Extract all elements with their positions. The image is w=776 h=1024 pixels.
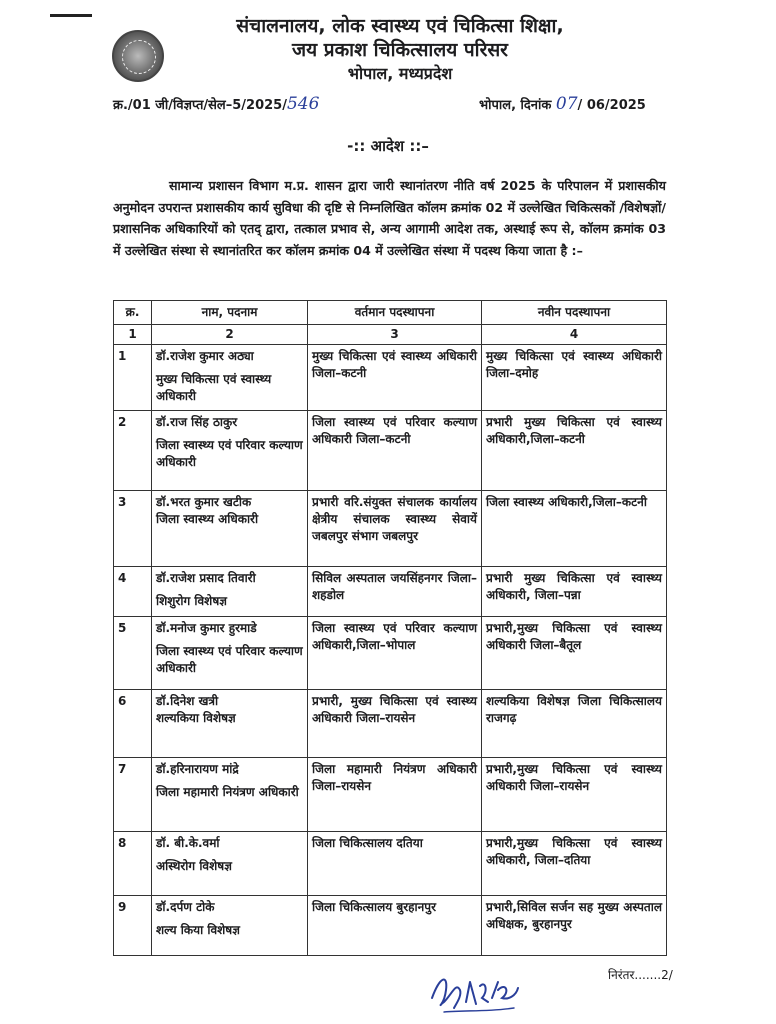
row-name-cell — [152, 411, 308, 491]
header-sr: क्र. — [114, 301, 152, 325]
header-current-posting: वर्तमान पदस्थापना — [308, 301, 482, 325]
current-posting: मुख्य चिकित्सा एवं स्वास्थ्य अधिकारी जिला–कटनी — [312, 349, 477, 380]
row-name-cell — [152, 690, 308, 758]
order-number-prefix: क्र./01 जी/विज्ञप्त/सेल–5/2025/ — [113, 98, 287, 113]
row-name-cell — [152, 491, 308, 567]
row-sr: 3 — [114, 491, 152, 567]
new-posting: जिला स्वास्थ्य अधिकारी,जिला–कटनी — [486, 495, 647, 509]
doctor-name: डॉ.हरिनारायण मांद्रे — [156, 762, 239, 776]
date-day-handwritten: 07 — [555, 94, 578, 114]
order-body-paragraph: सामान्य प्रशासन विभाग म.प्र. शासन द्वारा जारी स्थानांतरण नीति वर्ष 2025 के परिपालन में प्रशासकीय अनुमोदन उपरान्त प्रशासकीय कार्य सुविधा की दृष्टि से निम्नलिखित कॉलम क्रमांक 02 में उल्लेखित चिकित्सकों /विशेषज्ञों/प्रशासनिक अधिकारियों को एतद् द्वारा, तत्काल प्रभाव से, अन्य आगामी आदेश तक, अस्थाई रूप से, कॉलम क्रमांक 03 में उल्लेखित संस्था से स्थानांतरित कर कॉलम क्रमांक 04 में उल्लेखित संस्था में पदस्थ किया जाता है :– — [113, 178, 666, 258]
row-current-posting — [308, 411, 482, 491]
row-current-posting — [308, 491, 482, 567]
designation: जिला महामारी नियंत्रण अधिकारी — [156, 785, 299, 799]
order-date — [479, 94, 646, 114]
new-posting: प्रभारी,मुख्य चिकित्सा एवं स्वास्थ्य अधिकारी जिला–बैतूल — [486, 621, 662, 652]
row-name-cell — [152, 345, 308, 411]
new-posting: प्रभारी मुख्य चिकित्सा एवं स्वास्थ्य अधिकारी, जिला–पन्ना — [486, 571, 662, 602]
new-posting: प्रभारी मुख्य चिकित्सा एवं स्वास्थ्य अधिकारी,जिला–कटनी — [486, 415, 662, 446]
designation: जिला स्वास्थ्य एवं परिवार कल्याण अधिकारी — [156, 644, 303, 675]
current-posting: जिला चिकित्सालय दतिया — [312, 836, 423, 850]
date-prefix: भोपाल, दिनांक — [479, 98, 552, 113]
current-posting: जिला स्वास्थ्य एवं परिवार कल्याण अधिकारी जिला–कटनी — [312, 415, 477, 446]
current-posting: प्रभारी वरि.संयुक्त संचालक कार्यालय क्षेत्रीय संचालक स्वास्थ्य सेवायें जबलपुर संभाग जबलपुर — [312, 495, 477, 543]
continued-marker: निरंतर.......2/ — [608, 968, 673, 982]
row-new-posting — [482, 567, 667, 617]
signature-drawing — [426, 968, 526, 1018]
table-row — [114, 758, 667, 832]
doctor-name: डॉ.मनोज कुमार हुरमाडे — [156, 621, 257, 635]
row-sr: 8 — [114, 832, 152, 896]
table-row — [114, 690, 667, 758]
new-posting: प्रभारी,मुख्य चिकित्सा एवं स्वास्थ्य अधिकारी जिला–रायसेन — [486, 762, 662, 793]
row-new-posting — [482, 690, 667, 758]
row-current-posting — [308, 896, 482, 956]
row-current-posting — [308, 758, 482, 832]
column-number-row — [114, 325, 667, 345]
column-number: 4 — [482, 325, 667, 345]
letterhead-line-3: भोपाल, मध्यप्रदेश — [347, 64, 453, 83]
row-sr: 4 — [114, 567, 152, 617]
current-posting: प्रभारी, मुख्य चिकित्सा एवं स्वास्थ्य अधिकारी जिला–रायसेन — [312, 694, 477, 725]
designation: शल्य किया विशेषज्ञ — [156, 923, 240, 937]
current-posting: जिला स्वास्थ्य एवं परिवार कल्याण अधिकारी,जिला–भोपाल — [312, 621, 477, 652]
row-new-posting — [482, 896, 667, 956]
state-emblem-seal — [112, 30, 164, 82]
header-new-posting: नवीन पदस्थापना — [482, 301, 667, 325]
row-sr: 1 — [114, 345, 152, 411]
table-row — [114, 567, 667, 617]
designation: शल्यकिया विशेषज्ञ — [156, 711, 236, 725]
row-current-posting — [308, 690, 482, 758]
column-number: 1 — [114, 325, 152, 345]
order-number — [113, 94, 319, 114]
row-new-posting — [482, 491, 667, 567]
row-new-posting — [482, 411, 667, 491]
transfer-table — [113, 300, 667, 956]
row-name-cell — [152, 617, 308, 690]
row-sr: 9 — [114, 896, 152, 956]
table-row — [114, 617, 667, 690]
row-new-posting — [482, 832, 667, 896]
designation: अस्थिरोग विशेषज्ञ — [156, 859, 232, 873]
row-sr: 2 — [114, 411, 152, 491]
row-new-posting — [482, 617, 667, 690]
designation: शिशुरोग विशेषज्ञ — [156, 594, 227, 608]
table-row — [114, 491, 667, 567]
new-posting: प्रभारी,मुख्य चिकित्सा एवं स्वास्थ्य अधिकारी, जिला–दतिया — [486, 836, 662, 867]
row-name-cell — [152, 832, 308, 896]
doctor-name: डॉ.राजेश प्रसाद तिवारी — [156, 571, 256, 585]
row-name-cell — [152, 896, 308, 956]
table-row — [114, 832, 667, 896]
order-title: -:: आदेश ::– — [347, 137, 429, 155]
row-name-cell — [152, 758, 308, 832]
row-current-posting — [308, 567, 482, 617]
doctor-name: डॉ.दिनेश खत्री — [156, 694, 219, 708]
new-posting: मुख्य चिकित्सा एवं स्वास्थ्य अधिकारी जिला–दमोह — [486, 349, 662, 380]
letterhead-line-2: जय प्रकाश चिकित्सालय परिसर — [292, 39, 508, 61]
row-sr: 6 — [114, 690, 152, 758]
doctor-name: डॉ.राज सिंह ठाकुर — [156, 415, 238, 429]
row-current-posting — [308, 832, 482, 896]
column-number: 2 — [152, 325, 308, 345]
letterhead — [180, 14, 620, 86]
table-row — [114, 896, 667, 956]
doctor-name: डॉ.भरत कुमार खटीक — [156, 495, 252, 509]
designation: जिला स्वास्थ्य एवं परिवार कल्याण अधिकारी — [156, 438, 303, 469]
top-scan-mark — [50, 14, 92, 17]
doctor-name: डॉ.राजेश कुमार अठ्या — [156, 349, 254, 363]
current-posting: जिला चिकित्सालय बुरहानपुर — [312, 900, 437, 914]
date-suffix: / 06/2025 — [577, 98, 646, 113]
row-new-posting — [482, 345, 667, 411]
current-posting: जिला महामारी नियंत्रण अधिकारी जिला–रायसेन — [312, 762, 477, 793]
row-current-posting — [308, 617, 482, 690]
table-row — [114, 411, 667, 491]
row-sr: 7 — [114, 758, 152, 832]
current-posting: सिविल अस्पताल जयसिंहनगर जिला–शहडोल — [312, 571, 477, 602]
table-row — [114, 345, 667, 411]
column-number: 3 — [308, 325, 482, 345]
doctor-name: डॉ.दर्पण टोके — [156, 900, 215, 914]
new-posting: शल्यकिया विशेषज्ञ जिला चिकित्सालय राजगढ़ — [486, 694, 662, 725]
row-name-cell — [152, 567, 308, 617]
designation: जिला स्वास्थ्य अधिकारी — [156, 512, 259, 526]
handwritten-signature — [426, 968, 526, 1018]
doctor-name: डॉ. बी.के.वर्मा — [156, 836, 220, 850]
table-header-row — [114, 301, 667, 325]
row-sr: 5 — [114, 617, 152, 690]
letterhead-line-1: संचालनालय, लोक स्वास्थ्य एवं चिकित्सा शिक्षा, — [236, 15, 564, 37]
row-new-posting — [482, 758, 667, 832]
new-posting: प्रभारी,सिविल सर्जन सह मुख्य अस्पताल अधिक्षक, बुरहानपुर — [486, 900, 662, 931]
row-current-posting — [308, 345, 482, 411]
designation: मुख्य चिकित्सा एवं स्वास्थ्य अधिकारी — [156, 372, 272, 403]
header-name: नाम, पदनाम — [152, 301, 308, 325]
order-number-handwritten: 546 — [286, 94, 320, 114]
